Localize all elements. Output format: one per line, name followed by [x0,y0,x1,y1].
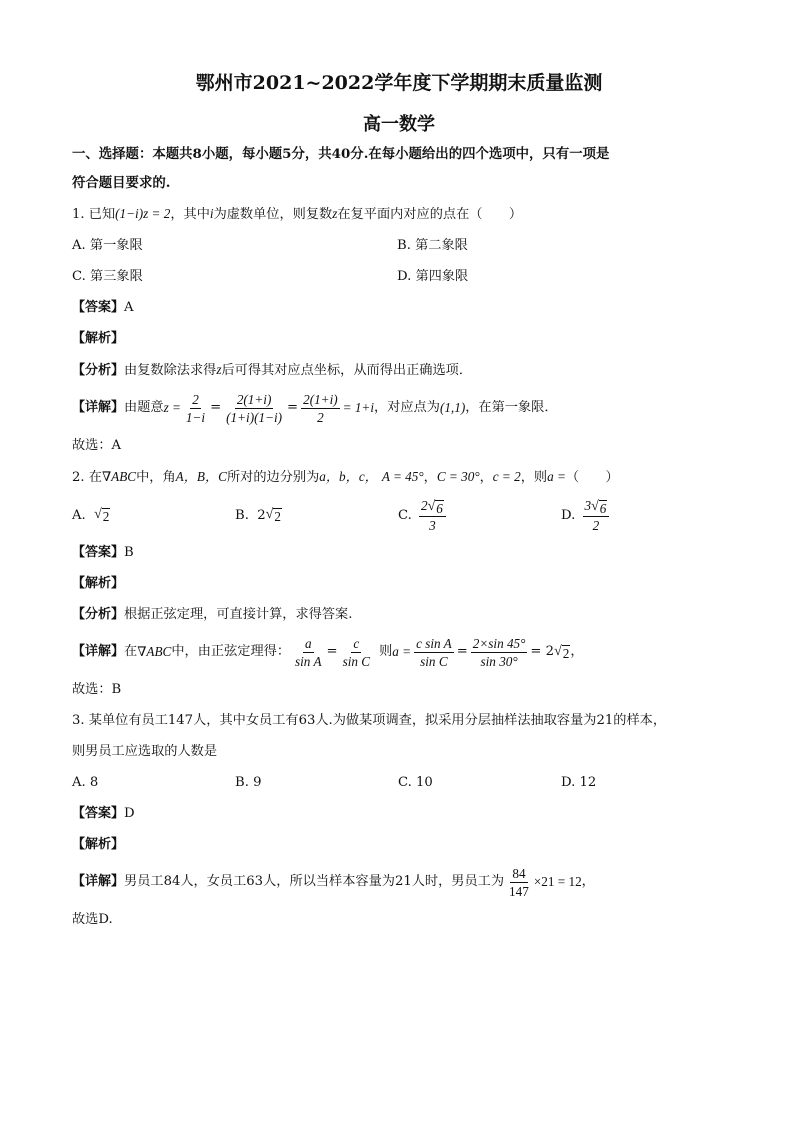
detail-3: 【详解】 男员工84人，女员工63人，所以当样本容量为21人时，男员工为 $\frac{84}{147}$ ×21 = 12 ， [72,865,595,899]
option-c[interactable]: C. 2 √ 6 3 [398,497,561,534]
analysis-3: 【解析】 [72,837,125,852]
section-heading: 一、选择题：本题共8小题，每小题5分，共40分.在每小题给出的四个选项中，只有一项是 符合题目要求的. [72,146,610,191]
option-a[interactable]: A. 8 [72,775,99,790]
option-b[interactable]: B. 9 [235,775,262,790]
fraction: $\frac{2}{1-i}$ [185,391,206,425]
question-1: 1. 已知(1−i)z = 2，其中i为虚数单位，则复数z在复平面内对应的点在（ ） [72,206,523,222]
fraction: $\frac{2(1+i)}{2}$ [303,391,338,425]
page-title: 鄂州市2021~2022学年度下学期期末质量监测 [195,72,603,94]
answer-3: 【答案】D [72,806,135,821]
page-subtitle: 高一数学 [363,114,435,135]
question-3-line-1: 3. 某单位有员工147人，其中女员工有63人.为做某项调查，拟采用分层抽样法抽取容量为21的样本， [72,713,667,728]
question-2: 2. 在∇ABC中，角A，B，C所对的边分别为a，b，c， A = 45°，C = 30°，c = 2，则a =（ ） [72,469,619,485]
analysis-1: 【解析】 [72,331,125,346]
fraction: $\frac{2(1+i)}{(1+i)(1-i)}$ [226,391,283,425]
detail-2: 【详解】 在 ∇ABC 中，由正弦定理得： $\frac{a}{\text{sin A}}$ = $\frac{c}{\text{sin C}}$ 则 a = $\frac{\text{c sin A}}{\text{sin C}}$ = $\frac{2\times\sin 45^\circ}{\sin 30^\circ}$ = 2 √ 2 ， [72,635,584,669]
option-d[interactable]: D. 第四象限 [397,269,469,284]
detail-1: 【详解】 由题意 z = $\frac{2}{1-i}$ = $\frac{2(1+i)}{(1+i)(1-i)}$ = $\frac{2(1+i)}{2}$ = 1+i ，对应点为 (1,1) ，在第一象限． [72,391,558,425]
answer-1: 【答案】A [72,300,134,315]
option-a[interactable]: A. 第一象限 [72,238,143,253]
option-c[interactable]: C. 第三象限 [72,269,143,284]
option-b[interactable]: B. 第二象限 [397,238,468,253]
question-3-line-2: 则男员工应选取的人数是 [72,744,218,759]
choose-3: 故选D. [72,912,113,927]
option-a[interactable]: A. √ 2 [72,506,110,524]
question-1-options-row-1 [72,230,726,261]
choose-1: 故选：A [72,438,122,453]
exam-page [72,64,726,935]
option-b[interactable]: B. 2 √ 2 [235,506,281,524]
analysis-2: 【解析】 [72,576,125,591]
option-c[interactable]: C. 10 [398,775,433,790]
option-d[interactable]: D. 12 [561,775,597,790]
fenxi-1: 【分析】由复数除法求得z后可得其对应点坐标，从而得出正确选项． [72,362,473,378]
question-3-options [72,767,726,798]
answer-2: 【答案】B [72,545,134,560]
fenxi-2: 【分析】根据正弦定理，可直接计算，求得答案. [72,607,353,622]
question-2-options [72,493,726,537]
choose-2: 故选：B [72,682,122,697]
question-1-options-row-2 [72,261,726,292]
option-d[interactable]: D. 3 √ 6 2 [561,497,724,534]
